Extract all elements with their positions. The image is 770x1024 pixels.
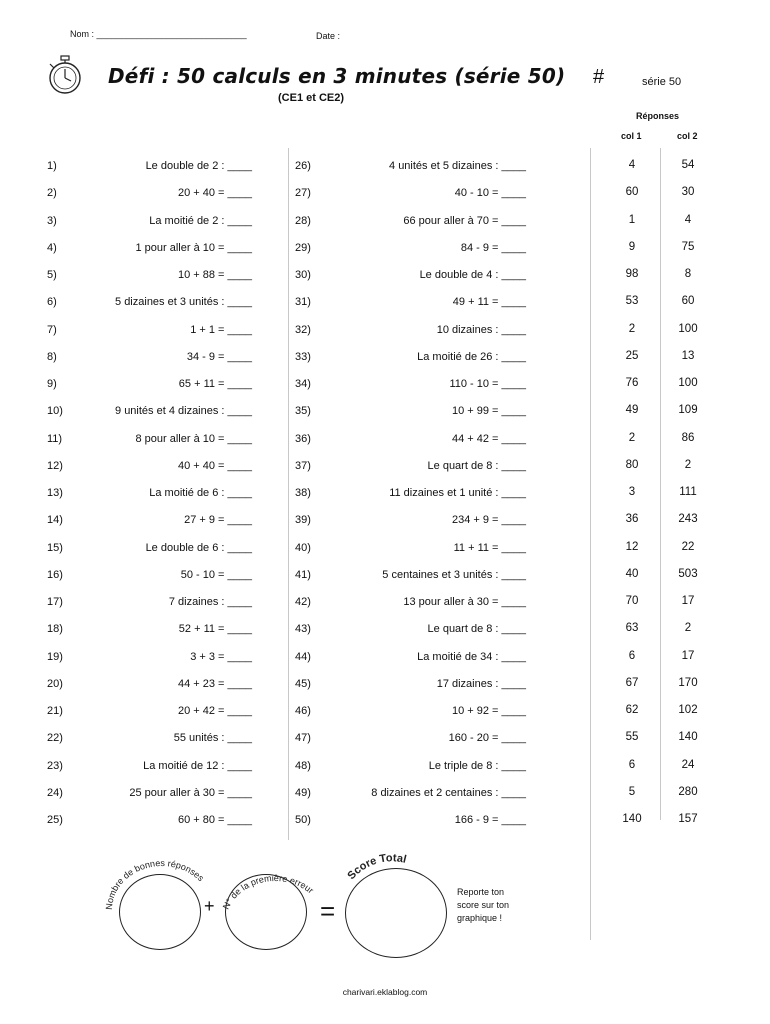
question-number: 28) (295, 215, 311, 227)
question-text: 55 unités : ____ (173, 732, 252, 744)
question-number: 39) (295, 514, 311, 526)
question-text: 60 + 80 = ____ (177, 814, 252, 826)
question-text: 160 - 20 = ____ (448, 732, 526, 744)
question-number: 31) (295, 296, 311, 308)
question-number: 46) (295, 705, 311, 717)
question-text: La moitié de 26 : ____ (417, 351, 526, 363)
answer-col1: 2 (628, 323, 636, 335)
answer-col2: 60 (681, 295, 695, 307)
question-text: 44 + 23 = ____ (177, 678, 252, 690)
question-number: 11) (47, 433, 63, 445)
question-text: 166 - 9 = ____ (454, 814, 526, 826)
question-number: 15) (47, 542, 63, 554)
hash-symbol: # (593, 66, 605, 88)
answer-col2: 503 (678, 568, 698, 580)
question-text: 40 - 10 = ____ (454, 187, 526, 199)
answer-col1: 62 (625, 704, 639, 716)
question-number: 26) (295, 160, 311, 172)
answer-col2: 86 (681, 432, 695, 444)
question-text: 17 dizaines : ____ (436, 678, 526, 690)
question-number: 9) (47, 378, 57, 390)
question-number: 37) (295, 460, 311, 472)
answer-col1: 55 (625, 731, 639, 743)
answer-col2: 111 (679, 486, 697, 498)
question-text: 65 + 11 = ____ (178, 378, 252, 390)
name-field-label: Nom : ______________________________ (70, 29, 247, 39)
question-number: 41) (295, 569, 311, 581)
answer-col2: 24 (681, 759, 695, 771)
question-number: 34) (295, 378, 311, 390)
answer-col2: 4 (684, 214, 692, 226)
answer-col1: 4 (628, 159, 636, 171)
answer-col2: 109 (678, 404, 698, 416)
answer-col1: 63 (625, 622, 639, 634)
question-text: La moitié de 6 : ____ (149, 487, 252, 499)
question-text: 9 unités et 4 dizaines : ____ (115, 405, 252, 417)
answer-col1: 70 (625, 595, 639, 607)
premiere-erreur-circle[interactable] (225, 874, 307, 950)
answer-col2: 22 (681, 541, 695, 553)
question-text: 11 + 11 = ____ (453, 542, 526, 554)
score-total-label: Score Total (345, 852, 408, 883)
answer-col1: 6 (628, 759, 636, 771)
question-number: 8) (47, 351, 57, 363)
question-text: 52 + 11 = ____ (178, 623, 252, 635)
question-number: 4) (47, 242, 57, 254)
answer-col2: 17 (681, 650, 695, 662)
question-number: 29) (295, 242, 311, 254)
date-field-label: Date : (316, 31, 341, 41)
question-number: 40) (295, 542, 311, 554)
note-line-3: graphique ! (457, 913, 503, 923)
question-number: 45) (295, 678, 311, 690)
answer-col1: 60 (625, 186, 639, 198)
answer-col2: 75 (681, 241, 695, 253)
question-number: 14) (47, 514, 63, 526)
question-text: 66 pour aller à 70 = ____ (403, 215, 526, 227)
answer-col2: 280 (678, 786, 698, 798)
answer-col2: 30 (681, 186, 695, 198)
answer-col1: 53 (625, 295, 639, 307)
question-text: Le double de 6 : ____ (145, 542, 252, 554)
question-number: 20) (47, 678, 63, 690)
answer-col2: 2 (684, 622, 692, 634)
question-number: 1) (47, 160, 57, 172)
question-number: 44) (295, 651, 311, 663)
answer-col1: 12 (625, 541, 639, 553)
answer-col2: 140 (678, 731, 698, 743)
question-text: 8 pour aller à 10 = ____ (135, 433, 252, 445)
answer-col2: 54 (681, 159, 695, 171)
note-line-2: score sur ton (457, 900, 510, 910)
question-number: 30) (295, 269, 311, 281)
answer-col1: 40 (625, 568, 639, 580)
question-text: 27 + 9 = ____ (184, 514, 252, 526)
answer-col1: 80 (625, 459, 639, 471)
question-number: 7) (47, 324, 57, 336)
answer-col1: 2 (628, 432, 636, 444)
answer-col1: 6 (628, 650, 636, 662)
answer-col2: 8 (684, 268, 692, 280)
question-number: 12) (47, 460, 63, 472)
answer-col1: 25 (625, 350, 639, 362)
question-number: 2) (47, 187, 57, 199)
question-text: Le quart de 8 : ____ (427, 623, 526, 635)
answer-col1: 98 (625, 268, 639, 280)
question-number: 23) (47, 760, 63, 772)
serie-label: série 50 (642, 76, 682, 88)
question-number: 6) (47, 296, 57, 308)
answer-col1: 9 (628, 241, 636, 253)
question-text: 44 + 42 = ____ (451, 433, 526, 445)
stopwatch-icon (44, 54, 86, 96)
question-number: 42) (295, 596, 311, 608)
answer-col1: 67 (625, 677, 639, 689)
answers-col1-header: col 1 (621, 131, 642, 141)
equals-sign: = (320, 896, 336, 926)
question-text: Le quart de 8 : ____ (427, 460, 526, 472)
question-text: 20 + 42 = ____ (177, 705, 252, 717)
question-number: 49) (295, 787, 311, 799)
question-number: 32) (295, 324, 311, 336)
question-number: 48) (295, 760, 311, 772)
answers-col2-header: col 2 (677, 131, 698, 141)
question-text: 84 - 9 = ____ (460, 242, 526, 254)
question-text: 4 unités et 5 dizaines : ____ (389, 160, 526, 172)
question-text: 50 - 10 = ____ (180, 569, 252, 581)
question-number: 47) (295, 732, 311, 744)
question-number: 38) (295, 487, 311, 499)
question-text: 5 dizaines et 3 unités : ____ (115, 296, 252, 308)
question-number: 16) (47, 569, 63, 581)
question-number: 22) (47, 732, 63, 744)
score-total-circle[interactable] (345, 868, 447, 958)
question-text: 13 pour aller à 30 = ____ (403, 596, 526, 608)
question-text: 1 pour aller à 10 = ____ (135, 242, 252, 254)
answer-col2: 100 (678, 377, 698, 389)
answer-col1: 5 (628, 786, 636, 798)
premiere-erreur-label: N° de la première erreur (220, 872, 316, 911)
question-number: 25) (47, 814, 63, 826)
question-text: 10 + 88 = ____ (177, 269, 252, 281)
answer-col2: 100 (678, 323, 698, 335)
answer-col1: 3 (628, 486, 636, 498)
question-text: 20 + 40 = ____ (177, 187, 252, 199)
answers-title: Réponses (636, 111, 680, 121)
question-number: 27) (295, 187, 311, 199)
question-text: 49 + 11 = ____ (452, 296, 526, 308)
question-number: 3) (47, 215, 57, 227)
column-divider (288, 148, 289, 840)
answers-col-divider (660, 148, 661, 820)
note-line-1: Reporte ton (457, 887, 505, 897)
question-number: 33) (295, 351, 311, 363)
bonnes-reponses-circle[interactable] (119, 874, 201, 950)
page-subtitle: (CE1 et CE2) (278, 92, 345, 104)
answers-divider (590, 148, 591, 940)
question-number: 5) (47, 269, 57, 281)
question-text: 3 + 3 = ____ (190, 651, 252, 663)
answer-col2: 102 (678, 704, 698, 716)
answer-col1: 36 (625, 513, 639, 525)
question-number: 24) (47, 787, 63, 799)
question-text: 8 dizaines et 2 centaines : ____ (371, 787, 526, 799)
question-text: 10 + 99 = ____ (451, 405, 526, 417)
question-text: 5 centaines et 3 unités : ____ (382, 569, 526, 581)
question-text: 110 - 10 = ____ (449, 378, 526, 390)
answer-col1: 140 (622, 813, 642, 825)
answer-col1: 49 (625, 404, 639, 416)
question-number: 50) (295, 814, 311, 826)
question-text: La moitié de 34 : ____ (417, 651, 526, 663)
question-number: 43) (295, 623, 311, 635)
question-text: 11 dizaines et 1 unité : ____ (389, 487, 526, 499)
answer-col1: 76 (625, 377, 639, 389)
question-text: La moitié de 12 : ____ (143, 760, 252, 772)
question-text: Le double de 2 : ____ (145, 160, 252, 172)
bonnes-reponses-label: Nombre de bonnes réponses (103, 857, 206, 911)
question-number: 17) (47, 596, 63, 608)
question-text: 40 + 40 = ____ (177, 460, 252, 472)
question-text: Le triple de 8 : ____ (428, 760, 526, 772)
answer-col2: 170 (678, 677, 698, 689)
answer-col2: 243 (678, 513, 698, 525)
question-text: 10 dizaines : ____ (436, 324, 526, 336)
question-number: 10) (47, 405, 63, 417)
answer-col1: 1 (628, 214, 636, 226)
question-text: 1 + 1 = ____ (190, 324, 252, 336)
question-text: 234 + 9 = ____ (451, 514, 526, 526)
question-number: 21) (47, 705, 63, 717)
question-number: 36) (295, 433, 311, 445)
question-text: 7 dizaines : ____ (168, 596, 252, 608)
question-number: 35) (295, 405, 311, 417)
question-text: 25 pour aller à 30 = ____ (129, 787, 252, 799)
question-number: 19) (47, 651, 63, 663)
answer-col2: 13 (681, 350, 695, 362)
answer-col2: 17 (681, 595, 695, 607)
question-text: La moitié de 2 : ____ (149, 215, 252, 227)
question-text: 34 - 9 = ____ (186, 351, 252, 363)
question-number: 18) (47, 623, 63, 635)
answer-col2: 157 (678, 813, 698, 825)
question-text: Le double de 4 : ____ (419, 269, 526, 281)
plus-sign: + (204, 896, 215, 916)
question-text: 10 + 92 = ____ (451, 705, 526, 717)
report-score-note (457, 886, 509, 925)
question-number: 13) (47, 487, 63, 499)
page-title: Défi : 50 calculs en 3 minutes (série 50) (108, 64, 566, 88)
footer-url: charivari.eklablog.com (342, 987, 428, 997)
answer-col2: 2 (684, 459, 692, 471)
